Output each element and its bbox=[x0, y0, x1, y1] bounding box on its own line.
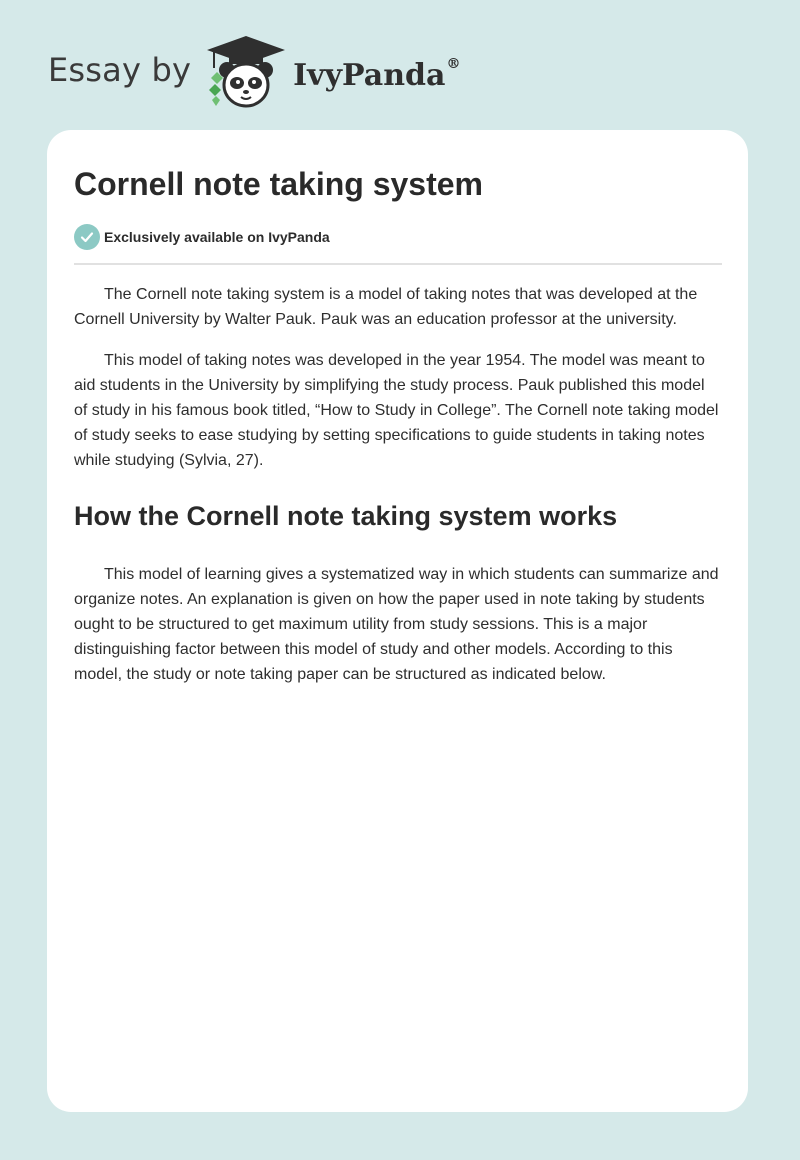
registered-mark: ® bbox=[446, 55, 461, 72]
essay-content bbox=[47, 130, 748, 687]
brand-name: IvyPanda® bbox=[293, 55, 461, 93]
divider bbox=[74, 263, 722, 265]
paragraph: This model of learning gives a systematized way in which students can summarize and organize notes. An explanation is given on how the paper used in note taking by students ought to be structured to get maximum utility from study sessions. This is a major distinguishing factor between this model of study and other models. According to this model, the study or note taking paper can be structured as indicated below. bbox=[74, 566, 719, 683]
check-icon bbox=[74, 224, 100, 250]
essay-card bbox=[47, 130, 748, 1112]
site-header bbox=[48, 34, 460, 110]
panda-mascot-icon bbox=[205, 34, 287, 110]
ivypanda-logo[interactable] bbox=[205, 34, 460, 110]
exclusive-badge-label: Exclusively available on IvyPanda bbox=[104, 229, 330, 245]
essay-title: Cornell note taking system bbox=[74, 166, 483, 202]
paragraph: The Cornell note taking system is a model of taking notes that was developed at the Cornell University by Walter Pauk. Pauk was an education professor at the university. bbox=[74, 286, 698, 328]
section-heading: How the Cornell note taking system works bbox=[74, 501, 618, 531]
exclusive-badge bbox=[74, 224, 722, 250]
paragraph: This model of taking notes was developed in the year 1954. The model was meant to aid students in the University by simplifying the study process. Pauk published this model of study in his famous book titled, “How to Study in College”. The Cornell note taking model of study seeks to ease studying by setting specifications to guide students in taking notes while studying (Sylvia, 27). bbox=[74, 352, 719, 469]
essay-by-label: Essay by bbox=[48, 51, 192, 89]
